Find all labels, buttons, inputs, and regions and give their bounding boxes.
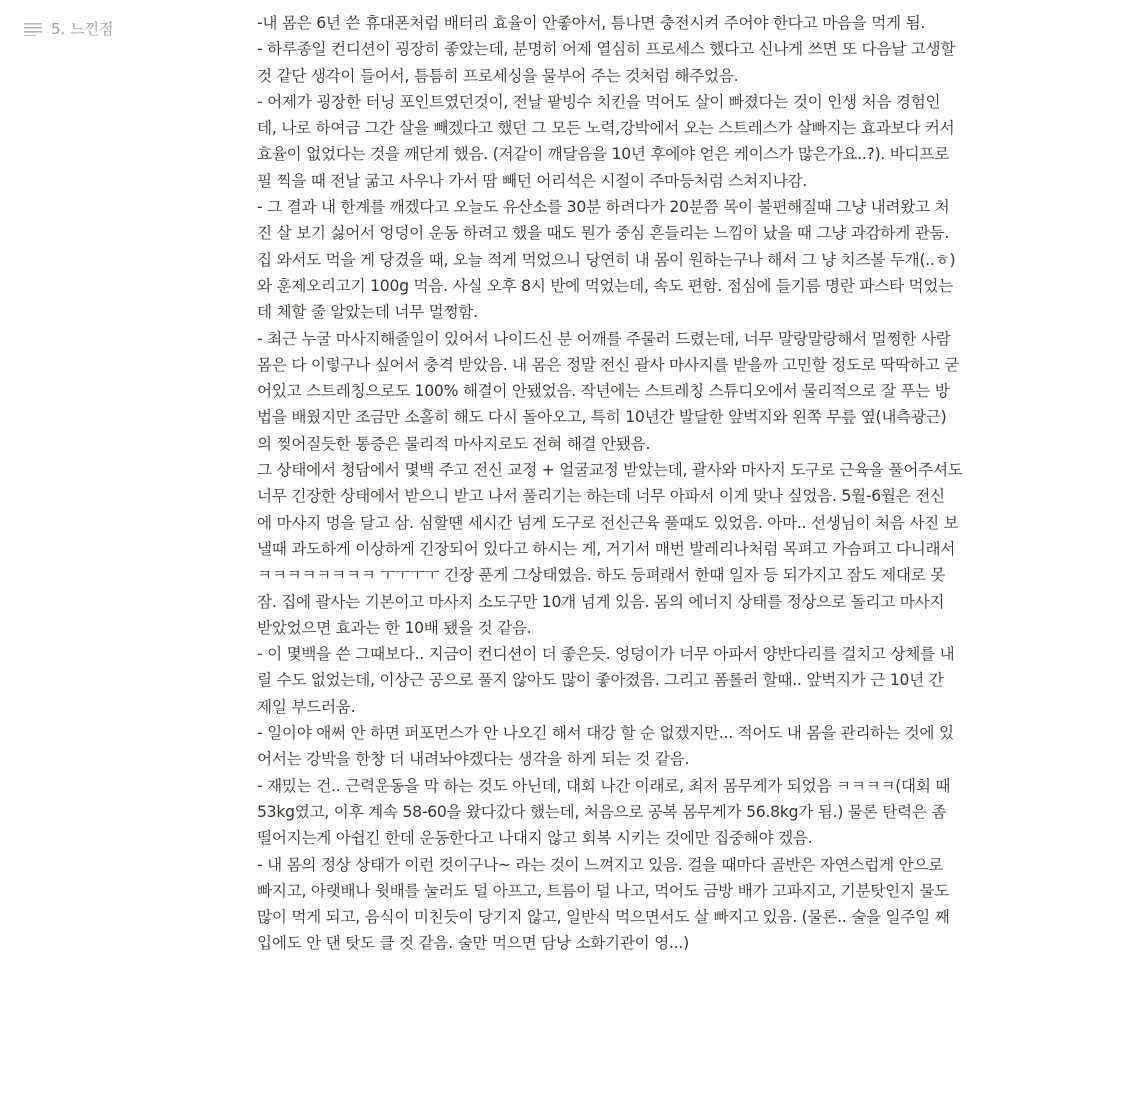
text-line: 데 체할 줄 알았는데 너무 멀쩡함. <box>257 303 478 322</box>
text-line: 효율이 없었다는 것을 깨닫게 했음. (저같이 깨달음을 10년 후에야 얻은 케이스가 많은가요..?). 바디프로 <box>257 145 950 164</box>
text-line: 받았었으면 효과는 한 10배 됐을 것 같음. <box>257 618 532 637</box>
text-line: 진 살 보기 싫어서 엉덩이 운동 하려고 했을 때도 뭔가 중심 흔들리는 느낌이 났을 때 그냥 과감하게 관둠. <box>257 224 950 243</box>
text-line: - 이 몇백을 쓴 그때보다.. 지금이 컨디션이 더 좋은듯. 엉덩이가 너무 아파서 양반다리를 걸치고 상체를 내 <box>257 645 955 664</box>
text-line: 릴 수도 없었는데, 이상근 공으로 풀지 않아도 많이 좋아졌음. 그리고 폼롤러 할때.. 앞벅지가 근 10년 간 <box>257 671 944 690</box>
text-line: 어서는 강박을 한창 더 내려놔야겠다는 생각을 하게 되는 것 같음. <box>257 750 690 769</box>
property-value-text[interactable] <box>257 10 1097 957</box>
text-line: 제일 부드러움. <box>257 697 356 716</box>
text-line: 의 찢어질듯한 통증은 물리적 마사지로도 전혀 해결 안됐음. <box>257 434 651 453</box>
text-line: 빠지고, 아랫배나 윗배를 눌러도 덜 아프고, 트름이 덜 나고, 먹어도 금방 배가 고파지고, 기분탓인지 물도 <box>257 881 950 900</box>
text-line: 잠. 집에 괄사는 기본이고 마사지 소도구만 10개 넘게 있음. 몸의 에너지 상태를 정상으로 돌리고 마사지 <box>257 592 945 611</box>
text-line: 법을 배웠지만 조금만 소홀히 해도 다시 돌아오고, 특히 10년간 발달한 앞벅지와 왼쪽 무릎 옆(내측광근) <box>257 408 947 427</box>
text-line: - 어제가 굉장한 터닝 포인트였던것이, 전날 팥빙수 치킨을 먹어도 살이 빠졌다는 것이 인생 처음 경험인 <box>257 92 941 111</box>
text-line: 에 마사지 멍을 달고 삼. 심할땐 세시간 넘게 도구로 전신근육 풀때도 있었음. 아마.. 선생님이 처음 사진 보 <box>257 513 959 532</box>
text-line: 데, 나로 하여금 그간 살을 빼겠다고 했던 그 모든 노력,강박에서 오는 스트레스가 살빠지는 효과보다 커서 <box>257 119 955 138</box>
text-lines-icon <box>24 22 42 36</box>
text-line: 것 같단 생각이 들어서, 틈틈히 프로세싱을 물부어 주는 것처럼 해주었음. <box>257 66 739 85</box>
text-line: -내 몸은 6년 쓴 휴대폰처럼 배터리 효율이 안좋아서, 틈나면 충전시켜 주어야 한다고 마음을 먹게 됨. <box>257 14 926 32</box>
text-line: - 일이야 애써 안 하면 퍼포먼스가 안 나오긴 해서 대강 할 순 없겠지만... 적어도 내 몸을 관리하는 것에 있 <box>257 724 954 743</box>
text-line: - 그 결과 내 한계를 깨겠다고 오늘도 유산소를 30분 하려다가 20분쯤 목이 불편해질때 그냥 내려왔고 처 <box>257 198 950 217</box>
property-label[interactable] <box>24 18 114 40</box>
text-line: - 재밌는 건.. 근력운동을 막 하는 것도 아닌데, 대회 나간 이래로, 최저 몸무게가 되었음 ㅋㅋㅋㅋ(대회 때 <box>257 776 951 795</box>
text-line: 낼때 과도하게 이상하게 긴장되어 있다고 하시는 게, 거기서 매번 발레리나처럼 목펴고 가슴펴고 다니래서 <box>257 539 956 558</box>
text-line: 와 훈제오리고기 100g 먹음. 사실 오후 8시 반에 먹었는데, 속도 편함. 점심에 들기름 명란 파스타 먹었는 <box>257 276 953 295</box>
text-line: ㅋㅋㅋㅋㅋㅋㅋㅋ ㅜㅜㅜㅜ 긴장 푼게 그상태였음. 하도 등펴래서 한때 일자 등 되가지고 잠도 제대로 못 <box>257 566 946 585</box>
text-line: 몸은 다 이렇구나 싶어서 충격 받았음. 내 몸은 정말 전신 괄사 마사지를 받을까 고민할 정도로 딱딱하고 굳 <box>257 355 960 374</box>
text-line: 너무 긴장한 상태에서 받으니 받고 나서 풀리기는 하는데 너무 아파서 이게 맞나 싶었음. 5월-6월은 전신 <box>257 487 945 506</box>
property-label-text: 5. 느낀점 <box>51 20 114 38</box>
text-line: - 최근 누굴 마사지해줄일이 있어서 나이드신 분 어깨를 주물러 드렸는데, 너무 말랑말랑해서 멀쩡한 사람 <box>257 329 951 348</box>
text-line: 입에도 안 댄 탓도 클 것 같음. 술만 먹으면 담낭 소화기관이 영...) <box>257 934 689 953</box>
text-line: 필 찍을 때 전날 굶고 사우나 가서 땀 빼던 어리석은 시절이 주마등처럼 스쳐지나감. <box>257 171 808 190</box>
text-line: 집 와서도 먹을 게 당겼을 때, 오늘 적게 먹었으니 당연히 내 몸이 원하는구나 해서 그 냥 치즈볼 두개(..ㅎ) <box>257 250 956 269</box>
text-line: 어있고 스트레칭으로도 100% 해결이 안됐었음. 작년에는 스트레칭 스튜디오에서 물리적으로 잘 푸는 방 <box>257 382 950 401</box>
text-line: 떨어지는게 아쉽긴 한데 운동한다고 나대지 않고 회복 시키는 것에만 집중해야 겠음. <box>257 829 813 848</box>
text-line: 많이 먹게 되고, 음식이 미친듯이 당기지 않고, 일반식 먹으면서도 살 빠지고 있음. (물론.. 술을 일주일 째 <box>257 908 950 927</box>
text-line: 그 상태에서 청담에서 몇백 주고 전신 교정 + 얼굴교정 받았는데, 괄사와 마사지 도구로 근육을 풀어주셔도 <box>257 461 963 480</box>
text-line: - 하루종일 컨디션이 굉장히 좋았는데, 분명히 어제 열심히 프로세스 했다고 신나게 쓰면 또 다음날 고생할 <box>257 40 956 59</box>
text-line: 53kg였고, 이후 계속 58-60을 왔다갔다 했는데, 처음으로 공복 몸무게가 56.8kg가 됨.) 물론 탄력은 좀 <box>257 802 947 821</box>
text-line: - 내 몸의 정상 상태가 이런 것이구나~ 라는 것이 느껴지고 있음. 걸을 때마다 골반은 자연스럽게 안으로 <box>257 855 944 874</box>
